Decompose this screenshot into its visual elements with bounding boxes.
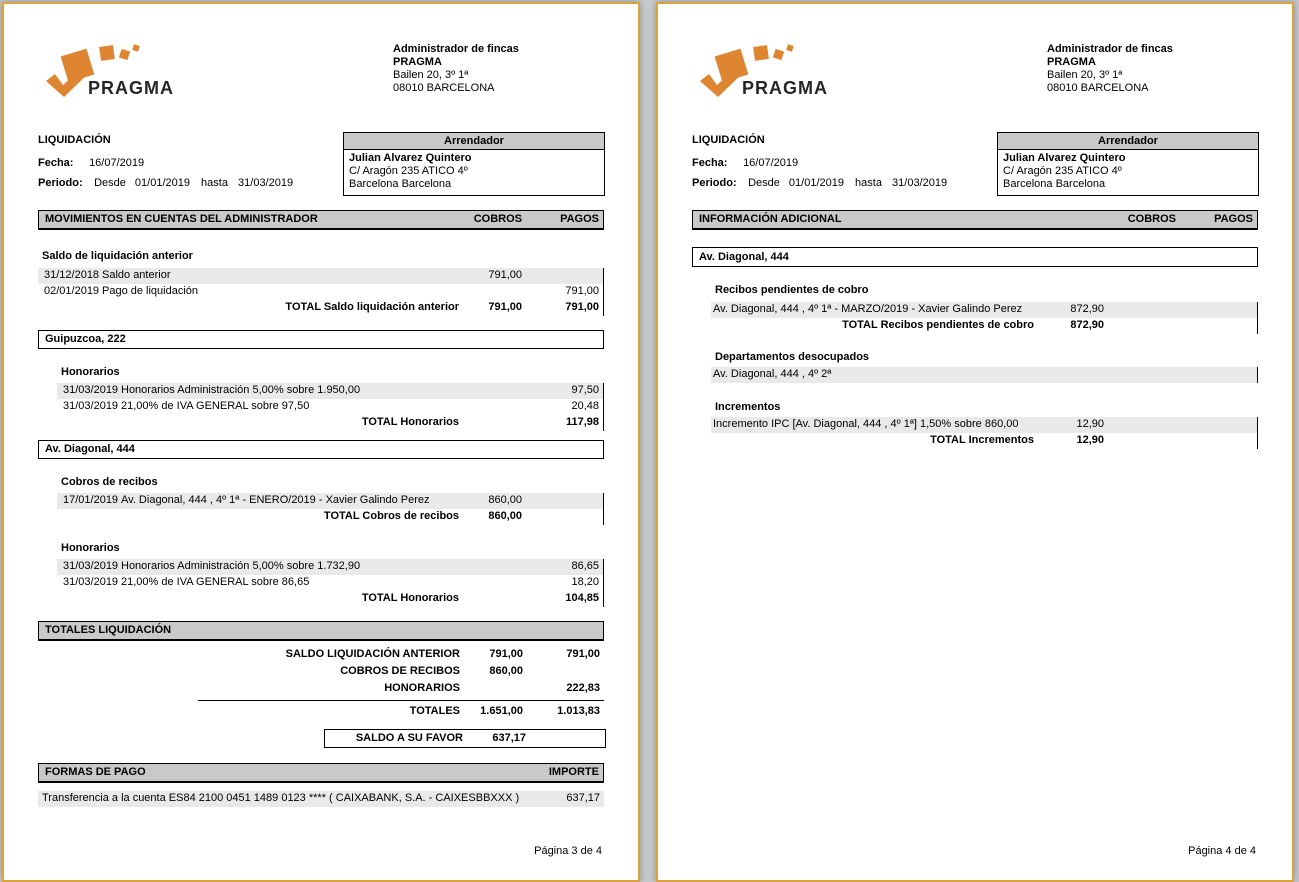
desde-label: Desde (94, 177, 126, 189)
section-title: TOTALES LIQUIDACIÓN (45, 624, 172, 636)
doc-title: LIQUIDACIÓN (692, 134, 765, 146)
row-pagos (522, 268, 599, 284)
page-footer: Página 3 de 4 (534, 845, 602, 857)
group-title: Honorarios (61, 366, 120, 378)
table-row (711, 367, 1257, 383)
sender-line: Administrador de fincas (393, 43, 519, 55)
sender-line: PRAGMA (1047, 56, 1096, 68)
total-label: TOTAL Incrementos (930, 434, 1034, 446)
totals-pagos: 222,83 (566, 682, 600, 694)
fecha-label: Fecha: (692, 157, 728, 169)
group-title: Saldo de liquidación anterior (42, 250, 193, 262)
table-row (38, 268, 603, 284)
pragma-logo-text: PRAGMA (742, 78, 828, 98)
total-row (38, 300, 603, 316)
fecha-label: Fecha: (38, 157, 74, 169)
table-row (38, 284, 603, 300)
property-header: Guipuzcoa, 222 (38, 330, 604, 349)
desde-value: 01/01/2019 (134, 177, 190, 189)
row-cobros: 791,00 (488, 269, 522, 281)
total-label: TOTAL Honorarios (361, 592, 459, 604)
row-cobros (459, 559, 522, 575)
periodo-label: Periodo: (692, 177, 737, 189)
totals-row (38, 680, 604, 697)
row-cobros: 860,00 (488, 494, 522, 506)
payment-value: 637,17 (566, 792, 600, 804)
table-row (711, 302, 1257, 318)
sender-line: 08010 BARCELONA (1047, 82, 1149, 94)
row-desc: Incremento IPC [Av. Diagonal, 444 , 4º 1ª] 1,50% sobre 860,00 (713, 418, 1019, 430)
total-label: TOTAL Cobros de recibos (323, 510, 459, 522)
property-header: Av. Diagonal, 444 (692, 247, 1258, 267)
total-pagos: 117,98 (565, 416, 599, 428)
total-cobros: 791,00 (488, 301, 522, 313)
row-cobros: 872,90 (1070, 303, 1104, 315)
total-cobros: 860,00 (488, 510, 522, 522)
row-date: 31/03/2019 (63, 384, 119, 396)
total-row (711, 433, 1257, 449)
row-desc: Av. Diagonal, 444 , 4º 1ª - MARZO/2019 - Xavier Galindo Perez (713, 303, 1023, 315)
total-cobros: 872,90 (1070, 319, 1104, 331)
row-cobros: 12,90 (1076, 418, 1104, 430)
sender-line: PRAGMA (393, 56, 442, 68)
row-date: 31/12/2018 (44, 269, 100, 281)
totals-section-bar (38, 621, 604, 641)
table-row (57, 559, 603, 575)
desde-label: Desde (748, 177, 780, 189)
arrendador-address: C/ Aragón 235 ATICO 4º (1003, 165, 1122, 177)
property-header: Av. Diagonal, 444 (38, 440, 604, 459)
doc-title: LIQUIDACIÓN (38, 134, 111, 146)
payment-row (38, 791, 604, 807)
logo-square-icon (773, 49, 784, 60)
totals-divider (198, 700, 604, 701)
totals-label: SALDO LIQUIDACIÓN ANTERIOR (285, 648, 460, 660)
totals-section (38, 646, 604, 697)
hasta-label: hasta (201, 177, 228, 189)
table-group (57, 559, 604, 607)
section-title: MOVIMIENTOS EN CUENTAS DEL ADMINISTRADOR (45, 213, 318, 225)
totals-pagos: 791,00 (566, 648, 600, 660)
arrendador-name: Julian Alvarez Quintero (1003, 152, 1126, 164)
total-pagos: 791,00 (565, 301, 599, 313)
section-title: INFORMACIÓN ADICIONAL (699, 213, 842, 225)
row-desc: Honorarios Administración 5,00% sobre 1.732,90 (121, 560, 361, 572)
pragma-logo (44, 43, 224, 105)
total-cobros (459, 415, 522, 431)
grand-total-cobros: 1.651,00 (480, 705, 523, 717)
row-date: 17/01/2019 (63, 494, 119, 506)
totals-row (38, 663, 604, 680)
col-header-importe: IMPORTE (548, 766, 599, 778)
saldo-box (324, 729, 606, 748)
row-desc: 21,00% de IVA GENERAL sobre 86,65 (121, 576, 310, 588)
row-desc: Pago de liquidación (102, 285, 199, 297)
row-pagos: 97,50 (571, 384, 599, 396)
totals-cobros: 860,00 (489, 665, 523, 677)
arrendador-address: C/ Aragón 235 ATICO 4º (349, 165, 468, 177)
total-label: TOTAL Honorarios (361, 416, 459, 428)
grand-total-label: TOTALES (409, 705, 460, 717)
total-row (57, 415, 603, 431)
fecha-value: 16/07/2019 (89, 157, 145, 169)
row-pagos: 18,20 (571, 576, 599, 588)
row-desc: 21,00% de IVA GENERAL sobre 97,50 (121, 400, 310, 412)
periodo-label: Periodo: (38, 177, 83, 189)
total-row (57, 509, 603, 525)
section-title: FORMAS DE PAGO (45, 766, 146, 778)
row-desc: Av. Diagonal, 444 , 4º 1ª - ENERO/2019 - Xavier Galindo Perez (121, 494, 430, 506)
section-header-bar (692, 210, 1258, 230)
section-header-bar (38, 210, 604, 230)
logo-square-icon (786, 44, 794, 52)
total-pagos: 104,85 (565, 592, 599, 604)
row-desc: Av. Diagonal, 444 , 4º 2ª (713, 368, 832, 380)
row-date: 02/01/2019 (44, 285, 100, 297)
grand-total-row (38, 703, 604, 720)
sender-line: Bailen 20, 3º 1ª (1047, 69, 1123, 81)
sender-line: Administrador de fincas (1047, 43, 1173, 55)
arrendador-title: Arrendador (998, 133, 1258, 150)
total-label: TOTAL Recibos pendientes de cobro (842, 319, 1034, 331)
total-row (57, 591, 603, 607)
arrendador-city: Barcelona Barcelona (349, 178, 452, 190)
fecha-value: 16/07/2019 (743, 157, 799, 169)
group-title: Recibos pendientes de cobro (715, 284, 869, 296)
group-title: Cobros de recibos (61, 476, 158, 488)
total-cobros: 12,90 (1076, 434, 1104, 446)
col-header-pagos: PAGOS (1214, 213, 1253, 225)
total-pagos (522, 509, 599, 525)
row-cobros (459, 399, 522, 415)
report-page-3 (2, 2, 640, 882)
report-page-4 (656, 2, 1294, 882)
table-group (57, 383, 604, 431)
table-group (57, 493, 604, 525)
sender-line: Bailen 20, 3º 1ª (393, 69, 469, 81)
hasta-label: hasta (855, 177, 882, 189)
table-row (711, 417, 1257, 433)
logo-square-icon (119, 49, 130, 60)
row-cobros (459, 383, 522, 399)
row-date: 31/03/2019 (63, 576, 119, 588)
table-group (711, 302, 1258, 334)
group-title: Honorarios (61, 542, 120, 554)
arrendador-city: Barcelona Barcelona (1003, 178, 1106, 190)
pragma-logo-text: PRAGMA (88, 78, 174, 98)
totals-label: HONORARIOS (384, 682, 460, 694)
row-cobros (459, 575, 522, 591)
total-row (711, 318, 1257, 334)
row-pagos (522, 493, 599, 509)
total-cobros (459, 591, 522, 607)
sender-line: 08010 BARCELONA (393, 82, 495, 94)
grand-total-pagos: 1.013,83 (557, 705, 600, 717)
row-pagos: 791,00 (565, 285, 599, 297)
totals-cobros (460, 680, 523, 697)
saldo-label: SALDO A SU FAVOR (355, 732, 463, 744)
desde-value: 01/01/2019 (788, 177, 844, 189)
table-row (57, 493, 603, 509)
totals-pagos (523, 663, 600, 680)
sender-address (1047, 43, 1227, 95)
row-date: 31/03/2019 (63, 400, 119, 412)
arrendador-name: Julian Alvarez Quintero (349, 152, 472, 164)
arrendador-title: Arrendador (344, 133, 604, 150)
sender-address (393, 43, 573, 95)
col-header-cobros: COBROS (473, 213, 522, 225)
table-row (57, 399, 603, 415)
table-group (711, 367, 1258, 383)
logo-square-icon (99, 45, 115, 61)
page-footer: Página 4 de 4 (1188, 845, 1256, 857)
payment-desc: Transferencia a la cuenta ES84 2100 0451 1489 0123 **** ( CAIXABANK, S.A. - CAIXESBBXXX ) (42, 792, 520, 804)
totals-label: COBROS DE RECIBOS (340, 665, 460, 677)
row-pagos: 20,48 (571, 400, 599, 412)
row-pagos: 86,65 (571, 560, 599, 572)
totals-cobros: 791,00 (489, 648, 523, 660)
table-row (57, 383, 603, 399)
payment-section-bar (38, 763, 604, 783)
row-cobros (1044, 367, 1104, 383)
table-row (57, 575, 603, 591)
table-group (38, 268, 604, 316)
col-header-pagos: PAGOS (560, 213, 599, 225)
hasta-value: 31/03/2019 (238, 177, 294, 189)
logo-square-icon (132, 44, 140, 52)
pragma-logo (698, 43, 878, 105)
hasta-value: 31/03/2019 (892, 177, 948, 189)
totals-row (38, 646, 604, 663)
logo-square-icon (753, 45, 769, 61)
arrendador-box (343, 132, 605, 196)
group-title: Incrementos (715, 401, 781, 413)
table-group (711, 417, 1258, 449)
row-cobros (459, 284, 522, 300)
group-title: Departamentos desocupados (715, 351, 870, 363)
saldo-value: 637,17 (492, 732, 526, 744)
arrendador-box (997, 132, 1259, 196)
row-date: 31/03/2019 (63, 560, 119, 572)
total-label: TOTAL Saldo liquidación anterior (285, 301, 459, 313)
row-desc: Saldo anterior (102, 269, 171, 281)
col-header-cobros: COBROS (1127, 213, 1176, 225)
row-desc: Honorarios Administración 5,00% sobre 1.950,00 (121, 384, 361, 396)
